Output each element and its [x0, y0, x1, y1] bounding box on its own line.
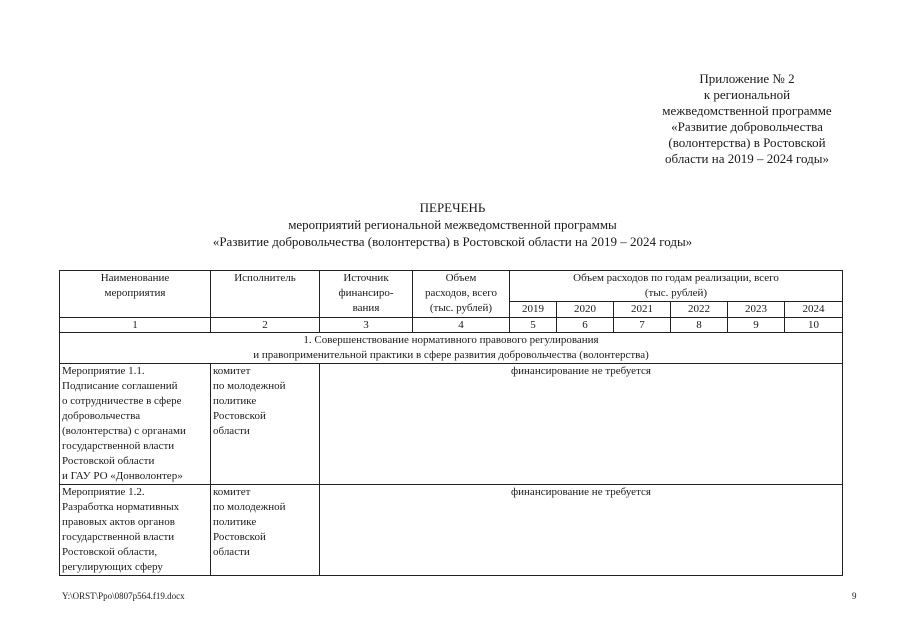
- year-cell: 2019: [510, 302, 557, 318]
- year-cell: 2022: [671, 302, 728, 318]
- title-program-name: «Развитие добровольчества (волонтерства) в Ростовской области на 2019 – 2024 годы»: [212, 234, 693, 249]
- document-title: [120, 199, 785, 250]
- section-row: [60, 333, 843, 364]
- measure-executor: комитет по молодежной политике Ростовской области: [211, 364, 320, 485]
- appendix-line: Приложение № 2: [699, 71, 795, 86]
- year-cell: 2024: [785, 302, 843, 318]
- financing-note: финансирование не требуется: [320, 364, 843, 485]
- file-path-footer: Y:\ORST\Ppo\0807p564.f19.docx: [62, 591, 185, 601]
- column-number: 9: [728, 318, 785, 333]
- measure-executor: комитет по молодежной политике Ростовской области: [211, 485, 320, 576]
- appendix-line: «Развитие добровольчества: [671, 119, 823, 134]
- column-numbers-row: [60, 318, 843, 333]
- page-number: 9: [852, 591, 857, 601]
- header-executor: Исполнитель: [211, 271, 320, 318]
- appendix-line: к региональной: [703, 87, 791, 102]
- measures-table: [59, 270, 843, 576]
- appendix-line: области на 2019 – 2024 годы»: [665, 151, 829, 166]
- header-source: Источник финансиро- вания: [320, 271, 413, 318]
- column-number: 2: [211, 318, 320, 333]
- table-row: [60, 364, 843, 485]
- column-number: 5: [510, 318, 557, 333]
- measure-name: Мероприятие 1.2. Разработка нормативных правовых актов органов государственной власти Ростовской области, регулирующих сферу: [60, 485, 211, 576]
- column-number: 6: [557, 318, 614, 333]
- year-cell: 2023: [728, 302, 785, 318]
- header-name: Наименование мероприятия: [60, 271, 211, 318]
- column-number: 8: [671, 318, 728, 333]
- column-number: 3: [320, 318, 413, 333]
- column-number: 10: [785, 318, 843, 333]
- section-title: 1. Совершенствование нормативного правового регулирования и правоприменительной практики в сфере развития добровольчества (волонтерства): [60, 333, 843, 364]
- measure-name: Мероприятие 1.1. Подписание соглашений о сотрудничестве в сфере добровольчества (волонтерства) с органами государственной власти Ростовской области и ГАУ РО «Донволонтер»: [60, 364, 211, 485]
- header-row: [60, 271, 843, 302]
- column-number: 1: [60, 318, 211, 333]
- year-cell: 2021: [614, 302, 671, 318]
- appendix-line: (волонтерства) в Ростовской: [668, 135, 826, 150]
- appendix-block: [642, 71, 852, 167]
- title-heading: ПЕРЕЧЕНЬ: [419, 200, 486, 215]
- title-subtitle: мероприятий региональной межведомственной программы: [288, 217, 617, 232]
- header-volume: Объем расходов, всего (тыс. рублей): [413, 271, 510, 318]
- column-number: 7: [614, 318, 671, 333]
- column-number: 4: [413, 318, 510, 333]
- financing-note: финансирование не требуется: [320, 485, 843, 576]
- year-cell: 2020: [557, 302, 614, 318]
- table-row: [60, 485, 843, 576]
- header-by-year: Объем расходов по годам реализации, всего (тыс. рублей): [510, 271, 843, 302]
- appendix-line: межведомственной программе: [662, 103, 832, 118]
